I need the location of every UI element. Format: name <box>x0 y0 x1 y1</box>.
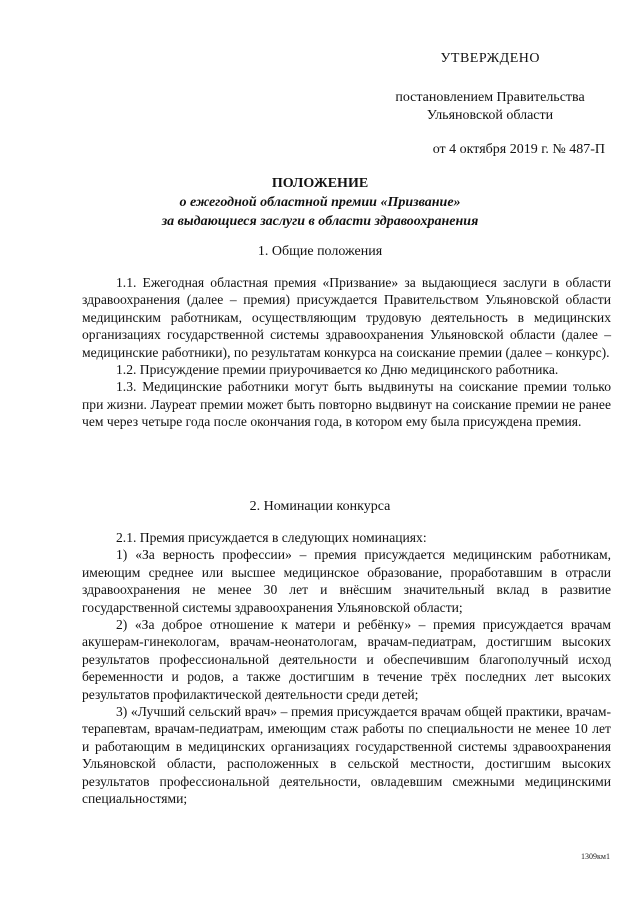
nomination-3: 3) «Лучший сельский врач» – премия присуждается врачам общей практики, врачам-терапевтам, врачам-педиатрам, имеющим стаж работы по специальности не менее 10 лет и работающим в медицинских организациях государственной системы здравоохранения Ульяновской области, расположенных в сельской местности, достигшим высоких результатов профессиональной деятельности, овладевшим смежными медицинскими специальностями; <box>82 704 611 807</box>
section-1-body <box>82 274 611 431</box>
paragraph-2-1: 2.1. Премия присуждается в следующих номинациях: <box>116 530 427 545</box>
decree-date: от 4 октября 2019 г. № 487-П <box>432 141 605 157</box>
title-heading: ПОЛОЖЕНИЕ <box>271 176 369 191</box>
document-title <box>0 174 640 231</box>
footer-document-code: 1309км1 <box>581 852 610 861</box>
paragraph-1-3: 1.3. Медицинские работники могут быть выдвинуты на соискание премии только при жизни. Лауреат премии может быть повторно выдвинут на соискание премии не ранее чем через четыре года после окончания года, в котором ему была присуждена премия. <box>82 379 611 430</box>
decree-line-1: постановлением Правительства <box>395 89 585 105</box>
approved-label: УТВЕРЖДЕНО <box>440 51 540 66</box>
section-2-body <box>82 529 611 808</box>
decree-line-2: Ульяновской области <box>426 108 554 123</box>
paragraph-1-2: 1.2. Присуждение премии приурочивается ко Дню медицинского работника. <box>116 362 559 378</box>
title-subtitle-line-2: за выдающиеся заслуги в области здравоохранения <box>161 214 479 229</box>
nomination-2: 2) «За доброе отношение к матери и ребёнку» – премия присуждается врачам акушерам-гинекологам, врачам-неонатологам, врачам-педиатрам, достигшим высоких результатов профессиональной деятельности и обеспечившим благополучный исход беременности и родов, а также достигшим в течение трёх последних лет высоких результатов профилактической деятельности среди детей; <box>82 617 611 702</box>
section-2-heading: 2. Номинации конкурса <box>249 499 391 514</box>
title-subtitle-line-1: о ежегодной областной премии «Призвание» <box>179 195 461 210</box>
section-1-heading: 1. Общие положения <box>257 244 383 259</box>
approval-stamp <box>370 50 610 159</box>
nomination-1: 1) «За верность профессии» – премия присуждается медицинским работникам, имеющим среднее или высшее медицинское образование, проработавшим в отрасли здравоохранения не менее 30 лет и внёсшим значительный вклад в развитие государственной системы здравоохранения Ульяновской области; <box>82 547 611 615</box>
paragraph-1-1: 1.1. Ежегодная областная премия «Призвание» за выдающиеся заслуги в области здравоохранения (далее – премия) присуждается Правительством Ульяновской области медицинским работникам, осуществляющим трудовую деятельность в медицинских организациях государственной системы здравоохранения Ульяновской области (далее – медицинские работники), по результатам конкурса на соискание премии (далее – конкурс). <box>82 275 611 360</box>
